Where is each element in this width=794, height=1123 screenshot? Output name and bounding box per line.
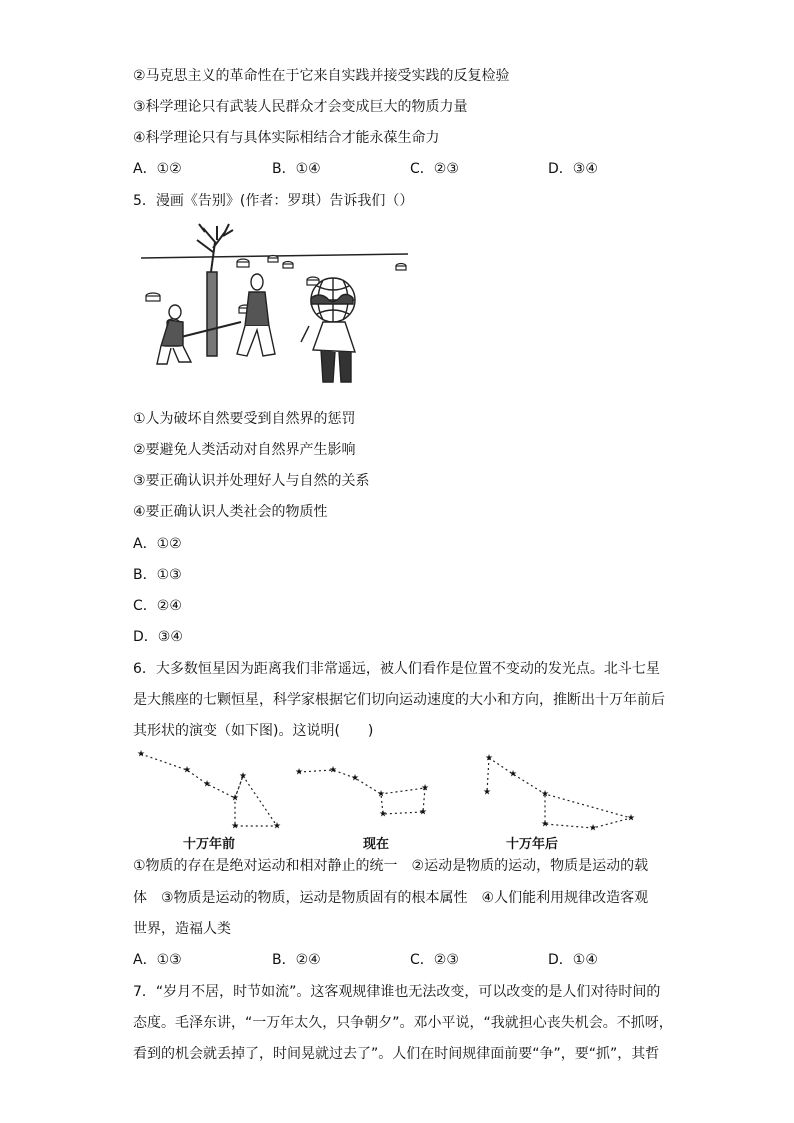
svg-text:★: ★ [202,779,212,790]
svg-text:★: ★ [376,789,386,800]
svg-text:★: ★ [418,807,428,818]
svg-text:★: ★ [294,767,304,778]
svg-text:★: ★ [272,821,282,832]
farewell-cartoon [133,222,411,388]
q4-statement-3: ③科学理论只有武装人民群众才会变成巨大的物质力量 [133,99,468,115]
q6-option-d: D．①④ [548,952,598,968]
q5-option-a: A．①② [133,536,182,552]
svg-text:★: ★ [540,789,550,800]
q4-statement-2: ②马克思主义的革命性在于它来自实践并接受实践的反复检验 [133,68,510,84]
q4-option-b: B．①④ [272,161,321,177]
q7-stem-line-3: 看到的机会就丢掉了，时间晃就过去了”。人们在时间规律面前要“争”，要“抓”，其哲 [133,1046,660,1062]
svg-text:★: ★ [182,765,192,776]
svg-text:★: ★ [378,809,388,820]
svg-text:★: ★ [482,787,492,798]
svg-text:★: ★ [230,793,240,804]
svg-text:★: ★ [626,813,636,824]
q4-option-c: C．②③ [410,161,459,177]
q5-statement-3: ③要正确认识并处理好人与自然的关系 [133,473,370,489]
big-dipper-figure [133,748,653,832]
q6-stem-line-1: 6．大多数恒星因为距离我们非常遥远，被人们看作是位置不变动的发光点。北斗七星 [133,661,660,677]
q6-stem-line-2: 是大熊座的七颗恒星，科学家根据它们切向运动速度的大小和方向，推断出十万年前后 [133,692,665,708]
q6-option-c: C．②③ [410,952,459,968]
svg-text:★: ★ [508,769,518,780]
svg-text:★: ★ [136,749,146,760]
q5-statement-2: ②要避免人类活动对自然界产生影响 [133,442,356,458]
q5-statement-4: ④要正确认识人类社会的物质性 [133,504,328,520]
svg-text:★: ★ [230,821,240,832]
q7-stem-line-1: 7．“岁月不居，时节如流”。这客观规律谁也无法改变，可以改变的是人们对待时间的 [133,984,661,1000]
q6-statement-line-2: 体 ③物质是运动的物质，运动是物质固有的根本属性 ④人们能利用规律改造客观 [133,890,649,906]
q4-statement-4: ④科学理论只有与具体实际相结合才能永葆生命力 [133,130,440,146]
svg-text:★: ★ [350,773,360,784]
q5-option-d: D．③④ [133,629,183,645]
q5-option-c: C．②④ [133,598,182,614]
q6-statement-line-1: ①物质的存在是绝对运动和相对静止的统一 ②运动是物质的运动，物质是运动的载 [133,858,649,874]
q4-option-a: A．①② [133,161,182,177]
svg-text:★: ★ [540,819,550,830]
q7-stem-line-2: 态度。毛泽东讲，“一万年太久，只争朝夕”。邓小平说，“我就担心丧失机会。不抓呀， [133,1015,673,1031]
q6-statement-line-3: 世界，造福人类 [133,921,231,937]
q6-stem-line-3: 其形状的演变（如下图)。这说明( ) [133,723,374,739]
q5-option-b: B．①③ [133,567,182,583]
q6-option-a: A．①③ [133,952,182,968]
q4-option-d: D．③④ [548,161,598,177]
figure-caption-before: 十万年前 [183,837,236,852]
svg-text:★: ★ [420,783,430,794]
figure-caption-now: 现在 [363,837,390,852]
svg-text:★: ★ [328,765,338,776]
svg-text:★: ★ [484,753,494,764]
svg-text:★: ★ [588,823,598,832]
q5-stem: 5．漫画《告别》(作者：罗琪）告诉我们（） [133,193,414,209]
figure-caption-after: 十万年后 [506,837,559,852]
q5-statement-1: ①人为破坏自然要受到自然界的惩罚 [133,411,356,427]
svg-text:★: ★ [238,771,248,782]
q6-option-b: B．②④ [272,952,321,968]
